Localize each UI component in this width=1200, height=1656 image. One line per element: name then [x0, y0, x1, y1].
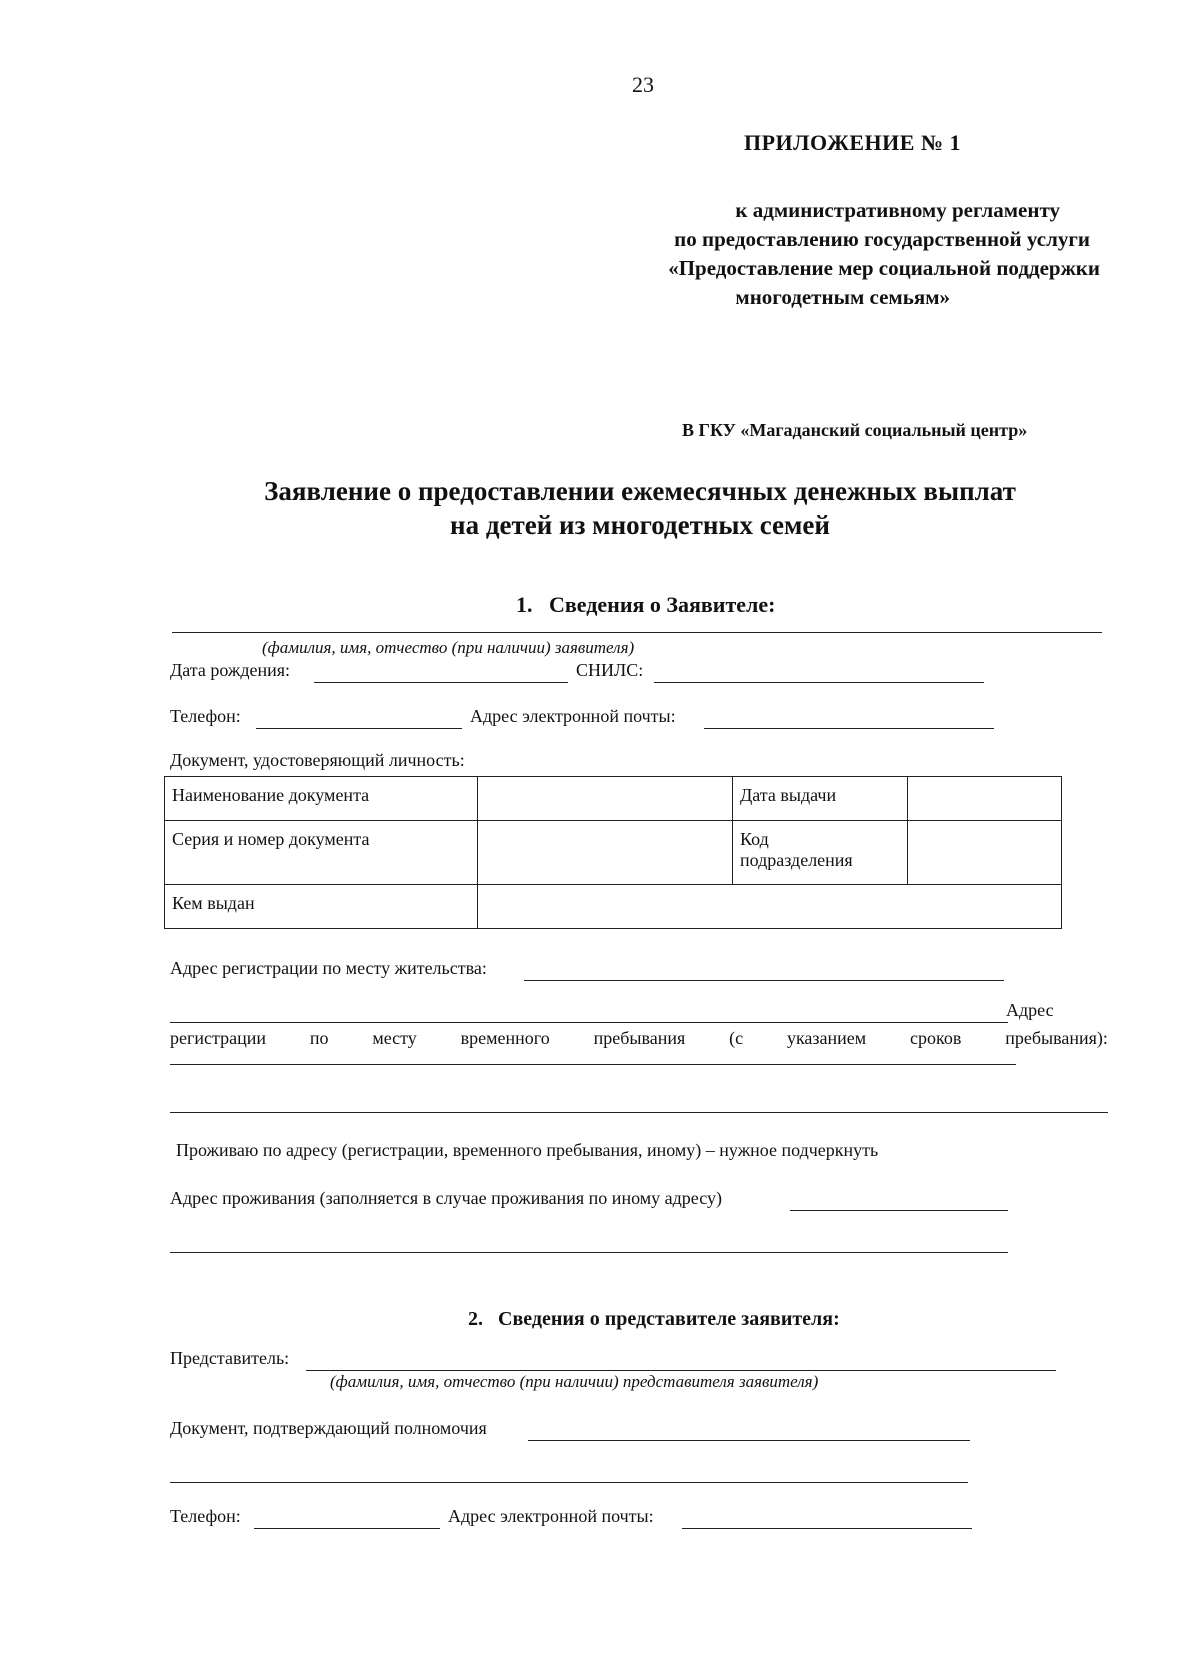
email-field[interactable]: [704, 728, 994, 729]
live-at-note: Проживаю по адресу (регистрации, временного пребывания, иному) – нужное подчеркнуть: [176, 1140, 879, 1160]
appendix-sub-line: «Предоставление мер социальной поддержки: [668, 256, 1100, 280]
doc-name-label: Наименование документа: [165, 777, 478, 821]
section2-heading: 2. Сведения о представителе заявителя:: [468, 1308, 840, 1330]
authority-document-field[interactable]: [528, 1440, 970, 1441]
representative-field[interactable]: [306, 1370, 1056, 1371]
issue-date-value[interactable]: [908, 777, 1062, 821]
division-code-label-line: Код: [740, 829, 769, 849]
id-document-label: Документ, удостоверяющий личность:: [170, 750, 465, 770]
birth-date-field[interactable]: [314, 682, 568, 683]
representative-email-label: Адрес электронной почты:: [448, 1506, 654, 1526]
series-number-label: Серия и номер документа: [165, 821, 478, 885]
appendix-sub-line: по предоставлению государственной услуги: [674, 227, 1090, 251]
birth-date-label: Дата рождения:: [170, 660, 291, 680]
snils-field[interactable]: [654, 682, 984, 683]
living-address-field[interactable]: [790, 1210, 1008, 1211]
temp-address-word: пребывания):: [1005, 1028, 1108, 1048]
temp-address-word: (с: [729, 1028, 744, 1048]
appendix-sub-line: многодетным семьям»: [735, 285, 950, 309]
division-code-label-line: подразделения: [740, 850, 853, 870]
phone-field[interactable]: [256, 728, 462, 729]
reg-address-label: Адрес регистрации по месту жительства:: [170, 958, 487, 978]
temp-address-word: временного: [460, 1028, 550, 1048]
document-title: [200, 474, 1080, 542]
representative-email-field[interactable]: [682, 1528, 972, 1529]
document-title-line: на детей из многодетных семей: [450, 510, 830, 540]
section1-heading: 1. Сведения о Заявителе:: [516, 592, 776, 617]
authority-document-label: Документ, подтверждающий полномочия: [170, 1418, 487, 1438]
living-address-field-2[interactable]: [170, 1252, 1008, 1253]
appendix-subtitle: [500, 196, 1100, 312]
document-title-line: Заявление о предоставлении ежемесячных денежных выплат: [264, 476, 1016, 506]
representative-phone-label: Телефон:: [170, 1506, 241, 1526]
phone-label: Телефон:: [170, 706, 241, 726]
division-code-label: [733, 821, 908, 885]
temp-address-word: регистрации: [170, 1028, 266, 1048]
issued-by-label: Кем выдан: [165, 885, 478, 929]
temp-address-field[interactable]: [170, 1064, 1016, 1065]
issued-by-value[interactable]: [478, 885, 1062, 929]
recipient: В ГКУ «Магаданский социальный центр»: [682, 420, 1028, 440]
temp-address-word: пребывания: [593, 1028, 686, 1048]
series-number-value[interactable]: [478, 821, 733, 885]
snils-label: СНИЛС:: [576, 660, 644, 680]
issue-date-label: Дата выдачи: [733, 777, 908, 821]
authority-document-field-2[interactable]: [170, 1482, 968, 1483]
temp-address-word: по: [309, 1028, 329, 1048]
temp-address-word: указанием: [786, 1028, 867, 1048]
reg-address-field[interactable]: [524, 980, 1004, 981]
appendix-sub-line: к административному регламенту: [735, 198, 1060, 222]
email-label: Адрес электронной почты:: [470, 706, 676, 726]
representative-hint: (фамилия, имя, отчество (при наличии) представителя заявителя): [330, 1372, 819, 1391]
id-document-table: [164, 776, 1062, 929]
page-number: 23: [632, 72, 654, 97]
living-address-label: Адрес проживания (заполняется в случае проживания по иному адресу): [170, 1188, 722, 1208]
applicant-name-hint: (фамилия, имя, отчество (при наличии) заявителя): [262, 638, 635, 657]
reg-address-field-2[interactable]: [170, 1022, 1008, 1023]
temp-address-word: сроков: [910, 1028, 962, 1048]
applicant-name-field[interactable]: [172, 632, 1102, 633]
temp-address-label: [170, 1028, 1108, 1049]
temp-address-field-2[interactable]: [170, 1112, 1108, 1113]
appendix-title: ПРИЛОЖЕНИЕ № 1: [744, 130, 962, 155]
doc-name-value[interactable]: [478, 777, 733, 821]
representative-label: Представитель:: [170, 1348, 290, 1368]
division-code-value[interactable]: [908, 821, 1062, 885]
temp-address-word: месту: [372, 1028, 417, 1048]
temp-address-label-start: Адрес: [1006, 1000, 1054, 1020]
representative-phone-field[interactable]: [254, 1528, 440, 1529]
